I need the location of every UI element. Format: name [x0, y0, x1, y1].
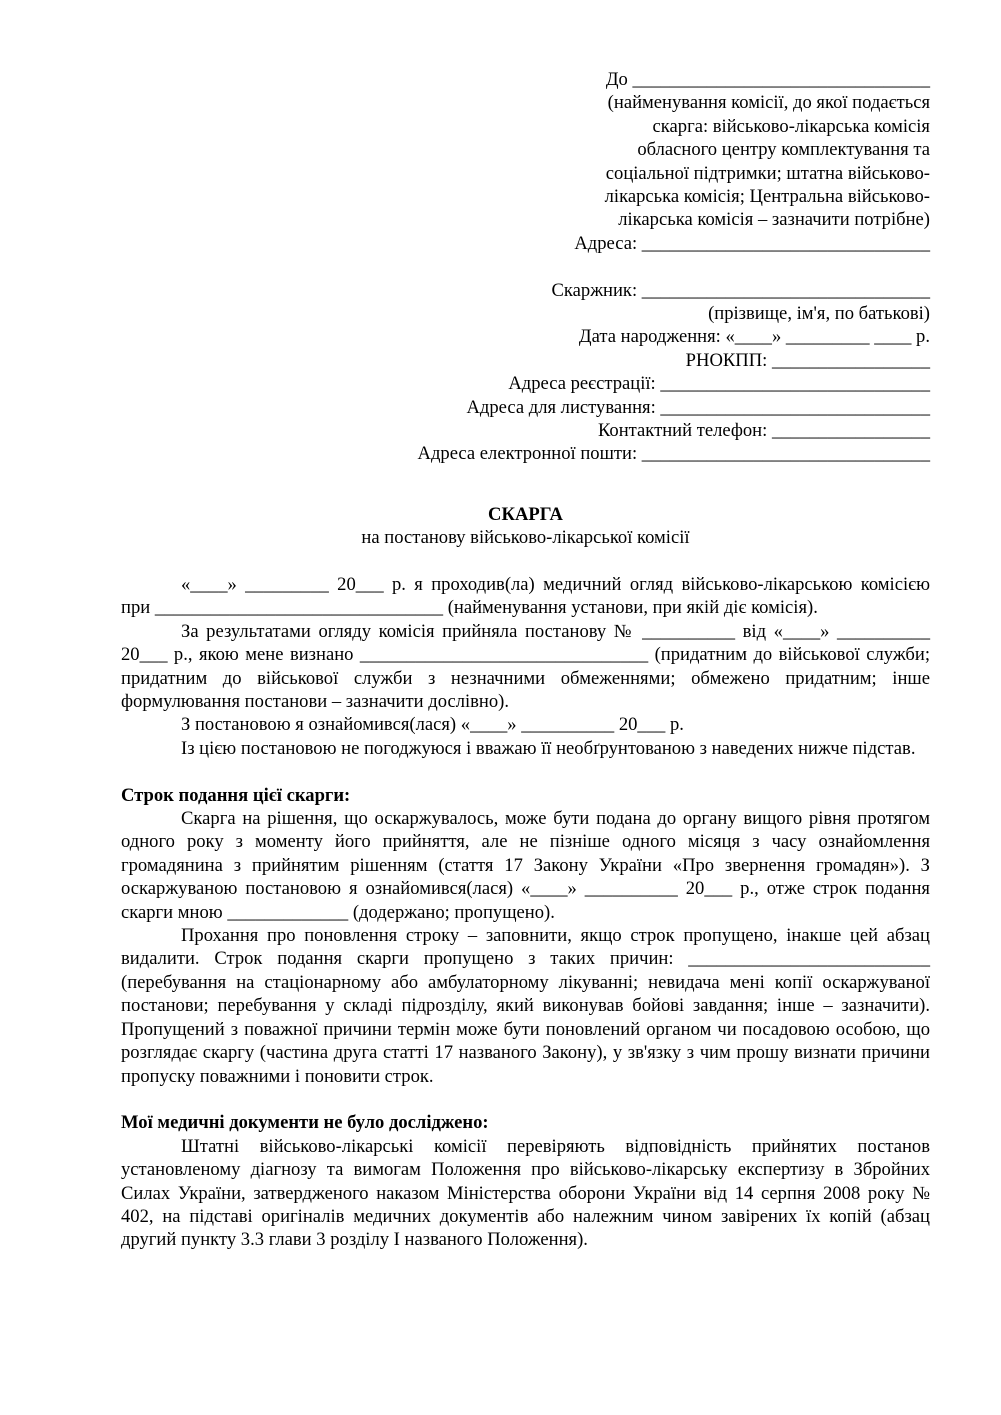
acquaintance-paragraph: З постановою я ознайомився(лася) «____» __________ 20___ р.	[181, 714, 684, 736]
complainant-name-line[interactable]: Скаржник: _______________________________	[551, 279, 930, 301]
complainant-name-hint: (прізвище, ім'я, по батькові)	[708, 303, 930, 325]
document-title: СКАРГА	[488, 504, 563, 525]
phone-line[interactable]: Контактний телефон: _________________	[597, 420, 930, 442]
exam-paragraph: «____» _________ 20___ р. я проходив(ла) медичний огляд військово-лікарською комісією при _______________________________ (найменування установи, при якій діє комісія).	[121, 574, 930, 619]
email-line[interactable]: Адреса електронної пошти: _______________________________	[417, 443, 930, 465]
document-subtitle: на постанову військово-лікарської комісії	[361, 527, 690, 549]
commission-hint: лікарська комісія; Центральна військово-	[604, 186, 930, 208]
tax-number-line[interactable]: РНОКПП: _________________	[685, 349, 930, 371]
documents-paragraph: Штатні військово-лікарські комісії перевіряють відповідність прийнятих постанов установленому діагнозу та вимогам Положення про військово-лікарську експертизу в Збройних Силах України, затвердженого наказом Міністерства оборони України від 14 серпня 2008 року № 402, на підставі оригіналів медичних документів або належним чином завірених їх копій (абзац другий пункту 3.3 глави 3 розділу I названого Положення).	[121, 1135, 930, 1251]
deadline-paragraph: Скарга на рішення, що оскаржувалось, може бути подана до органу вищого рівня протягом одного року з моменту його прийняття, але не пізніше одного місяця з часу ознайомлення громадянина з прийнятим рішенням (стаття 17 Закону України «Про звернення громадян»). З оскаржуваною постановою я ознайомився(лася) «____» __________ 20___ р., отже строк подання скарги мною _____________ (додержано; пропущено).	[121, 808, 930, 923]
decision-paragraph: За результатами огляду комісія прийняла постанову № __________ від «____» __________ 20___ р., якою мене визнано _______________________________ (придатним до військової служби; придатним до військової служби з незначними обмеженнями; обмежено придатним; інше формулювання постанови – зазначити дослівно).	[121, 620, 930, 713]
renewal-paragraph: Прохання про поновлення строку – заповнити, якщо строк пропущено, інакше цей абзац видалити. Строк подання скарги пропущено з таких причин: __________________________ (перебування на стаціонарному або амбулаторному лікуванні; невидача мені копії оскаржуваної постанови; перебування у складі підрозділу, який виконував бойові завдання; інше – зазначити). Пропущений з поважної причини термін може бути поновлений органом чи посадовою особою, що розглядає скаргу (частина друга статті 17 названого Закону), у зв'язку з чим прошу визнати причини пропуску поважними і поновити строк.	[121, 925, 930, 1087]
document-title-block	[121, 503, 930, 550]
commission-hint: (найменування комісії, до якої подається	[607, 92, 930, 114]
document-body	[121, 573, 930, 1252]
commission-hint: соціальної підтримки; штатна військово-	[605, 162, 930, 184]
commission-hint: скарга: військово-лікарська комісія	[652, 115, 930, 137]
section-title-deadline: Строк подання цієї скарги:	[121, 784, 351, 806]
addressee-block	[300, 68, 930, 466]
registration-address-line[interactable]: Адреса реєстрації: _____________________________	[508, 373, 930, 395]
section-title-documents: Мої медичні документи не було досліджено:	[121, 1112, 489, 1134]
commission-hint: обласного центру комплектування та	[637, 139, 930, 161]
commission-hint: лікарська комісія – зазначити потрібне)	[618, 209, 930, 231]
disagreement-paragraph: Із цією постановою не погоджуюся і вважаю її необґрунтованою з наведених нижче підстав.	[181, 737, 916, 759]
mailing-address-line[interactable]: Адреса для листування: _____________________________	[466, 396, 930, 418]
addressee-line[interactable]: До ________________________________	[605, 69, 930, 90]
birth-date-line[interactable]: Дата народження: «____» _________ ____ р.	[578, 326, 930, 348]
commission-address-line[interactable]: Адреса: _______________________________	[574, 232, 930, 254]
